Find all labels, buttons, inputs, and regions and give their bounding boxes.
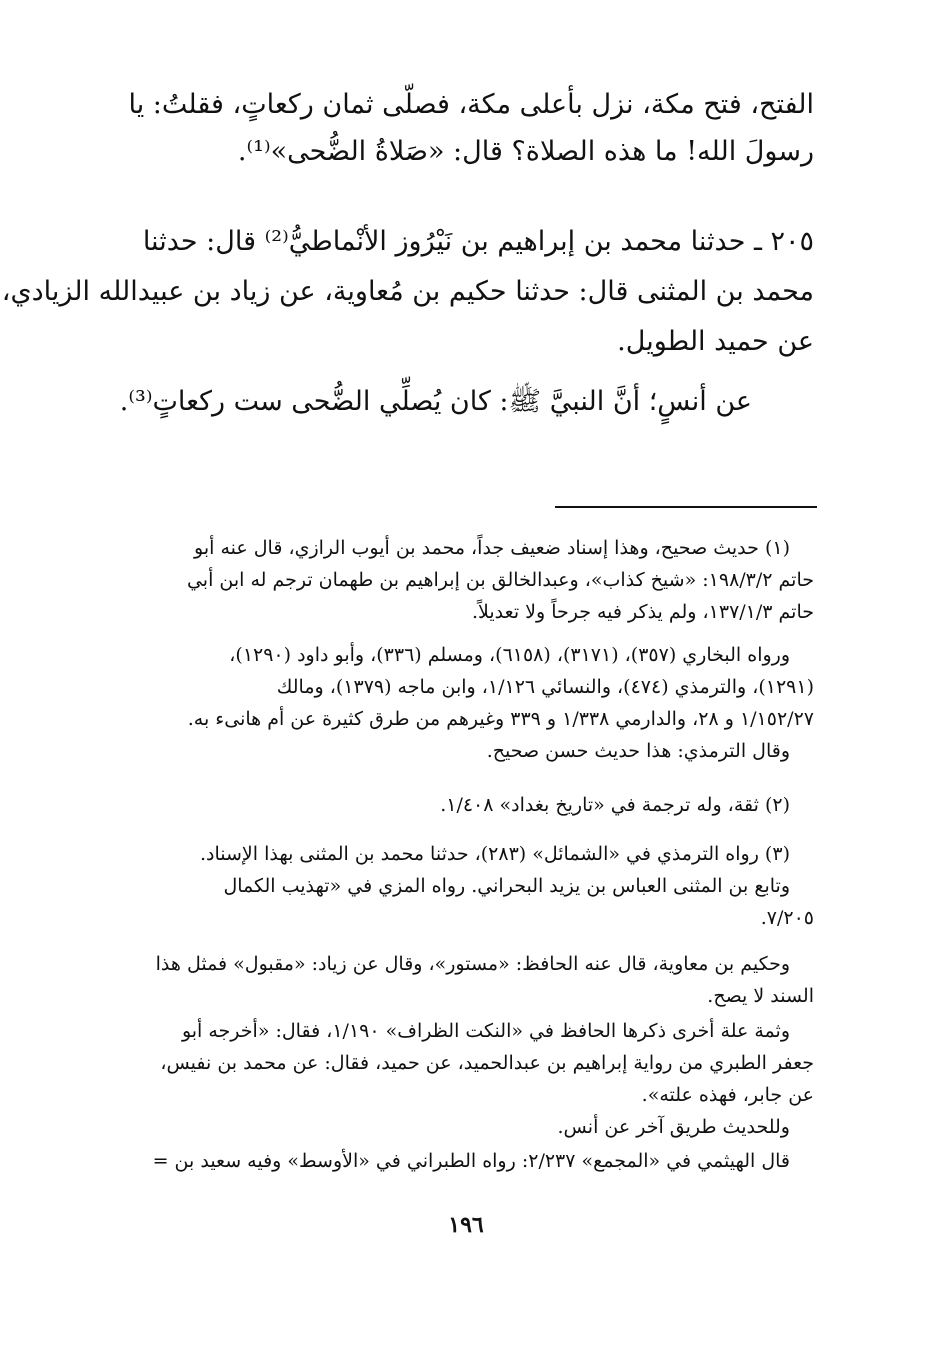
footnote-2 [115, 794, 814, 826]
footnote-3 [115, 843, 814, 939]
main-line: رسولَ الله! ما هذه الصلاة؟ قال: «صَلاةُ الضُّحى»⁽¹⁾. [237, 136, 814, 167]
footnote-line: قال الهيثمي في «المجمع» ٢/٢٣٧: رواه الطبراني في «الأوسط» وفيه سعيد بن = [152, 1150, 790, 1172]
footnote-3-sanad [115, 953, 814, 1017]
footnote-line: (٢) ثقة، وله ترجمة في «تاريخ بغداد» ١/٤٠٨. [440, 794, 790, 816]
footnote-line: وقال الترمذي: هذا حديث حسن صحيح. [486, 740, 790, 762]
main-line: عن حميد الطويل. [617, 326, 814, 357]
footnote-line: وثمة علة أخرى ذكرها الحافظ في «النكت الظراف» ١/١٩٠، فقال: «أخرجه أبو [181, 1020, 790, 1042]
footnote-line: ورواه البخاري (٣٥٧)، (٣١٧١)، (٦١٥٨)، ومسلم (٣٣٦)، وأبو داود (١٢٩٠)، [229, 644, 790, 666]
footnote-3-illa [115, 1020, 814, 1182]
main-line: الفتح، فتح مكة، نزل بأعلى مكة، فصلّى ثمان ركعاتٍ، فقلتُ: يا [128, 89, 814, 120]
footnote-line: ١/١٥٢/٢٧ و ٢٨، والدارمي ١/٣٣٨ و ٣٣٩ وغيرهم من طرق كثيرة عن أم هانىء به. [187, 708, 814, 730]
main-paragraph-1 [100, 88, 814, 182]
main-line: عن أنسٍ؛ أنَّ النبيَّ ﷺ: كان يُصلِّي الضُّحى ست ركعاتٍ⁽³⁾. [119, 386, 752, 417]
footnote-line: ٧/٢٠٥. [760, 907, 814, 929]
footnote-line: السند لا يصح. [707, 985, 814, 1007]
footnote-separator [555, 506, 817, 508]
footnote-line: (٣) رواه الترمذي في «الشمائل» (٢٨٣)، حدثنا محمد بن المثنى بهذا الإسناد. [199, 843, 790, 865]
page-number: ١٩٦ [448, 1212, 484, 1238]
main-line: ٢٠٥ ـ حدثنا محمد بن إبراهيم بن نَيْرُوز الأنْماطيُّ⁽²⁾ قال: حدثنا [142, 226, 814, 257]
footnote-1-takhrij [115, 644, 814, 772]
footnote-1 [115, 537, 814, 633]
footnote-line: (١٢٩١)، والترمذي (٤٧٤)، والنسائي ١/١٢٦، وابن ماجه (١٣٧٩)، ومالك [276, 676, 814, 698]
hadith-205 [1, 225, 814, 375]
main-line: محمد بن المثنى قال: حدثنا حكيم بن مُعاوية، عن زياد بن عبيدالله الزيادي، [1, 276, 814, 307]
footnote-line: عن جابر، فهذه علته». [641, 1084, 814, 1106]
footnote-line: (١) حديث صحيح، وهذا إسناد ضعيف جداً، محمد بن أيوب الرازي، قال عنه أبو [194, 537, 790, 559]
footnote-line: حاتم ١٣٧/١/٣، ولم يذكر فيه جرحاً ولا تعديلاً. [472, 601, 814, 623]
footnote-line: وحكيم بن معاوية، قال عنه الحافظ: «مستور»، وقال عن زياد: «مقبول» فمثل هذا [155, 953, 790, 975]
footnote-line: حاتم ١٩٨/٣/٢: «شيخ كذاب»، وعبدالخالق بن إبراهيم بن طهمان ترجم له ابن أبي [186, 569, 814, 591]
footnote-line: وتابع بن المثنى العباس بن يزيد البحراني. رواه المزي في «تهذيب الكمال [223, 875, 790, 897]
footnote-line: وللحديث طريق آخر عن أنس. [557, 1116, 790, 1138]
footnote-line: جعفر الطبري من رواية إبراهيم بن عبدالحميد، عن حميد، فقال: عن محمد بن نفيس، [160, 1052, 814, 1074]
hadith-matn [100, 385, 814, 419]
